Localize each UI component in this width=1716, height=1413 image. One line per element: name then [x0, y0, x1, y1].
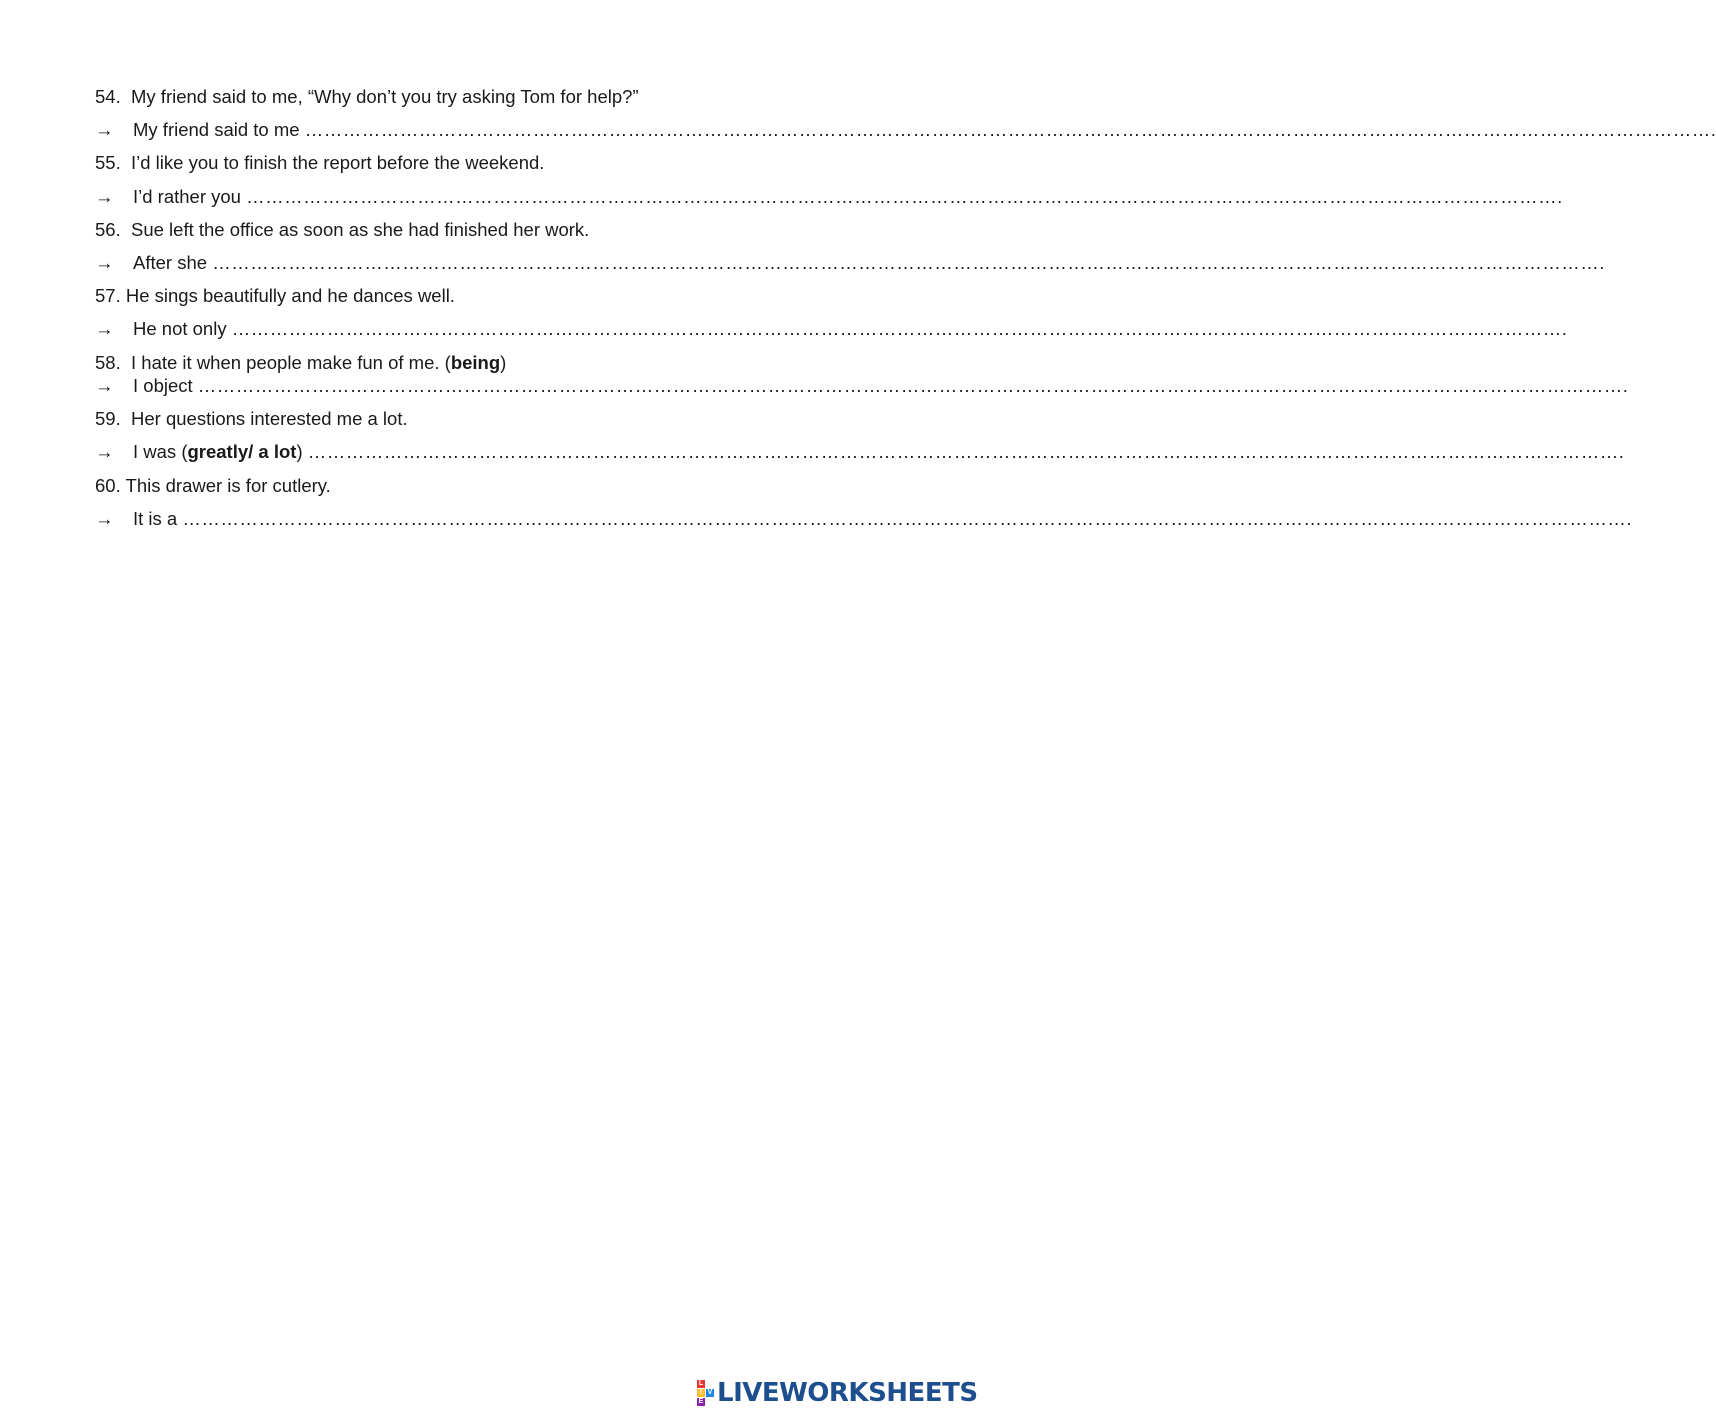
answer-59 — [95, 441, 1624, 463]
answer-prompt: I’d rather you — [133, 186, 241, 207]
arrow-right-icon: → — [95, 318, 114, 339]
question-57 — [95, 285, 455, 307]
answer-blank[interactable]: ………………………………………………………………………………………………………………………………………………………………………………………. — [246, 186, 1563, 207]
answer-blank[interactable]: …………………………………………………………………………………………………………………………………………………………………………………………………………. — [182, 508, 1632, 529]
question-number: 56. — [95, 219, 121, 240]
question-55 — [95, 152, 544, 174]
answer-prompt: After she — [133, 252, 208, 273]
question-58 — [95, 352, 506, 374]
question-sentence: Her questions interested me a lot. — [131, 408, 408, 429]
keyword: greatly/ a lot — [187, 441, 297, 462]
answer-blank[interactable]: …………………………………………………………………………………………………………………………………………………………………………………………. — [231, 318, 1568, 339]
answer-prompt: My friend said to me — [133, 119, 300, 140]
question-59 — [95, 408, 408, 430]
question-number: 58. — [95, 352, 121, 373]
answer-prompt: I object — [133, 375, 193, 396]
answer-blank[interactable]: …………………………………………………………………………………………………………………………………………………………………………………………………. — [212, 252, 1605, 273]
logo-letter-e: E — [698, 1398, 704, 1405]
answer-blank[interactable]: ……………………………………………………………………………………………………………………………………………………………………………………………………. — [304, 119, 1716, 140]
answer-prompt: He not only — [133, 318, 227, 339]
answer-blank[interactable]: ………………………………………………………………………………………………………………………………………………………………………………………. — [307, 441, 1625, 462]
question-sentence: This drawer is for cutlery. — [125, 475, 331, 496]
logo-letter-v: V — [707, 1389, 713, 1396]
keyword: being — [450, 352, 501, 373]
question-number: 59. — [95, 408, 121, 429]
question-sentence: I hate it when people make fun of me. ( — [131, 352, 451, 373]
question-56 — [95, 219, 589, 241]
arrow-right-icon: → — [95, 186, 114, 207]
answer-blank[interactable]: ………………………………………………………………………………………………………………………………………………………………………………………………………. — [197, 375, 1629, 396]
answer-prompt-end: ) — [296, 441, 303, 462]
arrow-right-icon: → — [95, 119, 114, 140]
answer-55 — [95, 186, 1563, 208]
arrow-right-icon: → — [95, 508, 114, 529]
logo-text: LIVEWORKSHEETS — [717, 1378, 978, 1408]
arrow-right-icon: → — [95, 252, 114, 273]
question-sentence: He sings beautifully and he dances well. — [125, 285, 455, 306]
logo-mark-icon — [697, 1380, 714, 1406]
arrow-right-icon: → — [95, 375, 114, 396]
logo-letter-l: L — [698, 1380, 704, 1387]
logo-letter-i: I — [697, 1389, 705, 1397]
question-sentence: Sue left the office as soon as she had finished her work. — [131, 219, 590, 240]
answer-60 — [95, 508, 1632, 530]
answer-58 — [95, 375, 1628, 397]
question-number: 60. — [95, 475, 121, 496]
liveworksheets-logo — [697, 1378, 978, 1408]
question-sentence: I’d like you to finish the report before the weekend. — [131, 152, 545, 173]
answer-prompt: It is a — [133, 508, 178, 529]
question-60 — [95, 475, 331, 497]
answer-57 — [95, 318, 1567, 340]
answer-prompt: I was ( — [133, 441, 188, 462]
answer-56 — [95, 252, 1605, 274]
question-number: 54. — [95, 86, 121, 107]
question-number: 55. — [95, 152, 121, 173]
arrow-right-icon: → — [95, 441, 114, 462]
question-sentence-end: ) — [500, 352, 507, 373]
answer-54 — [95, 119, 1716, 141]
question-number: 57. — [95, 285, 121, 306]
question-54 — [95, 86, 639, 108]
question-sentence: My friend said to me, “Why don’t you try asking Tom for help?” — [131, 86, 639, 107]
